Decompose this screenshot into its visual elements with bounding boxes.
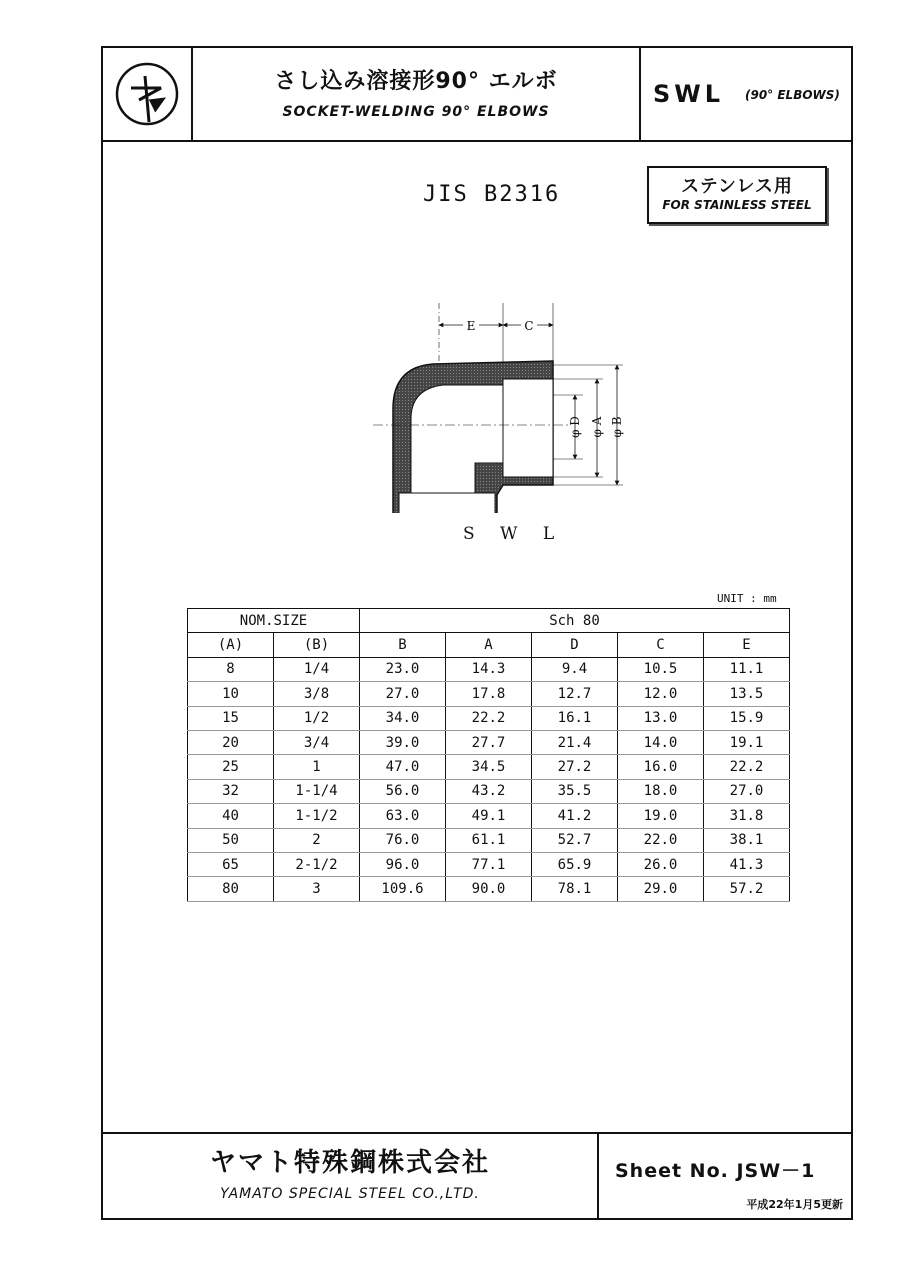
table-cell: 76.0 (360, 828, 446, 852)
table-row (188, 682, 790, 706)
table-row (188, 706, 790, 730)
title-japanese: さし込み溶接形90° エルボ (274, 69, 558, 94)
table-cell: 50 (188, 828, 274, 852)
title-block (103, 48, 851, 142)
yamato-logo-icon (103, 48, 191, 140)
dimension-label-a: φ A (590, 416, 604, 438)
table-cell: 1/2 (274, 706, 360, 730)
table-cell: 52.7 (532, 828, 618, 852)
table-cell: 1/4 (274, 657, 360, 681)
table-cell: 17.8 (446, 682, 532, 706)
table-cell: 2-1/2 (274, 852, 360, 876)
dimension-table (187, 608, 790, 902)
dimension-label-c: C (524, 319, 534, 333)
table-row (188, 755, 790, 779)
table-cell: 29.0 (618, 877, 704, 901)
table-cell: 3/4 (274, 730, 360, 754)
table-cell: 10 (188, 682, 274, 706)
dimension-label-e: E (466, 319, 476, 333)
table-cell: 39.0 (360, 730, 446, 754)
unit-label: UNIT : mm (717, 592, 777, 605)
table-cell: 21.4 (532, 730, 618, 754)
table-cell: 90.0 (446, 877, 532, 901)
table-cell: 3/8 (274, 682, 360, 706)
dimension-label-d: φ D (568, 416, 582, 438)
standard-number: JIS B2316 (423, 182, 561, 207)
table-cell: 14.3 (446, 657, 532, 681)
table-cell: 14.0 (618, 730, 704, 754)
table-cell: 2 (274, 828, 360, 852)
table-cell: 12.0 (618, 682, 704, 706)
table-cell: 57.2 (704, 877, 790, 901)
table-cell: 47.0 (360, 755, 446, 779)
table-cell: 63.0 (360, 804, 446, 828)
table-cell: 15 (188, 706, 274, 730)
company-name-en: YAMATO SPECIAL STEEL CO.,LTD. (220, 1186, 480, 1202)
table-cell: 19.1 (704, 730, 790, 754)
table-cell: 9.4 (532, 657, 618, 681)
title-cell (193, 48, 641, 140)
table-cell: 25 (188, 755, 274, 779)
table-cell: 27.0 (360, 682, 446, 706)
table-cell: 1 (274, 755, 360, 779)
table-row (188, 877, 790, 901)
table-cell: 34.0 (360, 706, 446, 730)
table-cell: 13.0 (618, 706, 704, 730)
table-cell: 77.1 (446, 852, 532, 876)
table-cell: 27.0 (704, 779, 790, 803)
table-cell: 56.0 (360, 779, 446, 803)
column-header: C (618, 633, 704, 657)
table-row (188, 804, 790, 828)
table-subheader-row (188, 633, 790, 657)
table-row (188, 657, 790, 681)
dimension-label-b: φ B (610, 416, 624, 438)
company-name-jp: ヤマト特殊鋼株式会社 (209, 1148, 490, 1178)
table-cell: 18.0 (618, 779, 704, 803)
table-cell: 65.9 (532, 852, 618, 876)
column-header: B (360, 633, 446, 657)
table-cell: 22.0 (618, 828, 704, 852)
table-row (188, 852, 790, 876)
table-cell: 20 (188, 730, 274, 754)
table-cell: 41.3 (704, 852, 790, 876)
stainless-label-en: FOR STAINLESS STEEL (662, 198, 812, 212)
table-cell: 27.2 (532, 755, 618, 779)
table-row (188, 730, 790, 754)
table-row (188, 779, 790, 803)
stainless-label-jp: ステンレス用 (681, 176, 793, 197)
table-cell: 32 (188, 779, 274, 803)
table-cell: 65 (188, 852, 274, 876)
drawing-caption: S W L (463, 524, 565, 544)
table-cell: 43.2 (446, 779, 532, 803)
title-english: SOCKET-WELDING 90° ELBOWS (282, 104, 550, 120)
table-cell: 61.1 (446, 828, 532, 852)
table-cell: 22.2 (446, 706, 532, 730)
column-header: (B) (274, 633, 360, 657)
table-cell: 78.1 (532, 877, 618, 901)
table-cell: 15.9 (704, 706, 790, 730)
table-cell: 13.5 (704, 682, 790, 706)
revision-date: 平成22年1月5更新 (746, 1198, 843, 1211)
table-cell: 31.8 (704, 804, 790, 828)
table-cell: 80 (188, 877, 274, 901)
table-cell: 96.0 (360, 852, 446, 876)
column-header: (A) (188, 633, 274, 657)
product-code-subtitle: (90° ELBOWS) (745, 88, 840, 102)
schedule-header: Sch 80 (360, 609, 790, 633)
stainless-box (647, 166, 827, 224)
table-cell: 23.0 (360, 657, 446, 681)
table-cell: 11.1 (704, 657, 790, 681)
table-cell: 40 (188, 804, 274, 828)
table-cell: 34.5 (446, 755, 532, 779)
table-cell: 1-1/4 (274, 779, 360, 803)
table-cell: 38.1 (704, 828, 790, 852)
table-cell: 16.1 (532, 706, 618, 730)
product-code-cell (641, 48, 851, 140)
table-cell: 3 (274, 877, 360, 901)
column-header: D (532, 633, 618, 657)
sheet-number: Sheet No. JSW－1 (615, 1160, 816, 1182)
logo-cell (103, 48, 193, 140)
table-cell: 10.5 (618, 657, 704, 681)
table-cell: 12.7 (532, 682, 618, 706)
company-cell (103, 1134, 599, 1220)
elbow-cross-section-drawing (353, 253, 653, 513)
product-code: SWL (653, 80, 725, 108)
table-cell: 16.0 (618, 755, 704, 779)
table-cell: 27.7 (446, 730, 532, 754)
table-cell: 19.0 (618, 804, 704, 828)
table-cell: 35.5 (532, 779, 618, 803)
footer-block (103, 1132, 851, 1220)
table-cell: 26.0 (618, 852, 704, 876)
drawing-sheet (101, 46, 853, 1220)
table-row (188, 828, 790, 852)
column-header: E (704, 633, 790, 657)
nom-size-header: NOM.SIZE (188, 609, 360, 633)
table-cell: 8 (188, 657, 274, 681)
sheet-number-cell (599, 1134, 851, 1220)
table-cell: 109.6 (360, 877, 446, 901)
table-cell: 49.1 (446, 804, 532, 828)
table-cell: 22.2 (704, 755, 790, 779)
column-header: A (446, 633, 532, 657)
table-header-row (188, 609, 790, 633)
table-cell: 41.2 (532, 804, 618, 828)
table-cell: 1-1/2 (274, 804, 360, 828)
